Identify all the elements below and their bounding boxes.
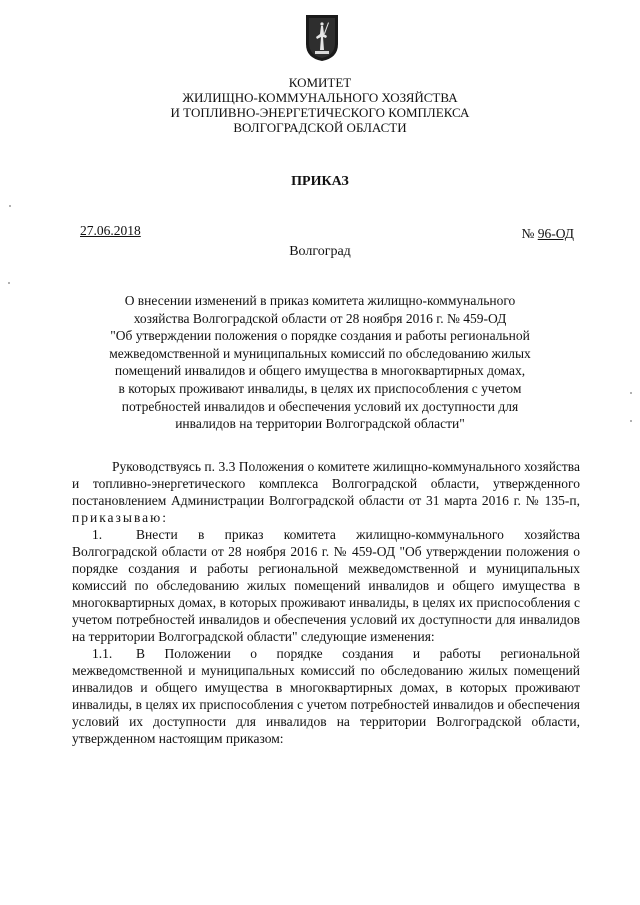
item-1-label: 1. <box>92 527 103 542</box>
order-date: 27.06.2018 <box>80 223 141 238</box>
header-line: КОМИТЕТ <box>288 75 352 90</box>
header-line: ВОЛГОГРАДСКОЙ ОБЛАСТИ <box>233 120 407 135</box>
item-1-text: Внести в приказ комитета жилищно-коммунального хозяйства Волгоградской области от 28 ноября 2016 г. № 459-ОД "Об утверждении положения о порядке создания и работы региональной межведомственной и муниципальных комиссий по обследованию жилых помещений инвалидов и общего имущества в многоквартирных домах, в которых проживают инвалиды, в целях их приспособления с учетом потребностей инвалидов и обеспечения условий их доступности для инвалидов на территории Волгоградской области" следующие изменения: <box>72 527 580 644</box>
subject-line: помещений инвалидов и общего имущества в многоквартирных домах, <box>114 363 526 379</box>
item-1-1-label: 1.1. <box>92 646 113 661</box>
item-1-1-text: В Положении о порядке создания и работы региональной межведомственной и муниципальных комиссий по обследованию жилых помещений инвалидов и общего имущества в многоквартирных домах, в которых проживают инвалиды, в целях их приспособления с учетом потребностей инвалидов и обеспечения условий их доступности для инвалидов на территории Волгоградской области, утвержденном настоящим приказом: <box>72 646 580 746</box>
preamble-command: приказываю: <box>72 510 168 525</box>
item-1-1 <box>72 645 580 747</box>
item-1 <box>72 526 580 645</box>
order-subject <box>70 292 570 433</box>
subject-line: "Об утверждении положения о порядке создания и работы региональной <box>110 328 530 344</box>
scan-speck <box>630 420 632 422</box>
subject-line: О внесении изменений в приказ комитета жилищно-коммунального <box>124 293 516 308</box>
scan-speck <box>630 392 632 394</box>
scan-speck <box>8 282 10 284</box>
scan-speck <box>9 205 11 207</box>
header-line: И ТОПЛИВНО-ЭНЕРГЕТИЧЕСКОГО КОМПЛЕКСА <box>170 105 470 120</box>
subject-line: хозяйства Волгоградской области от 28 ноября 2016 г. № 459-ОД <box>133 310 507 326</box>
subject-line: потребностей инвалидов и обеспечения условий их доступности для <box>121 398 519 414</box>
preamble-text: Руководствуясь п. 3.3 Положения о комитете жилищно-коммунального хозяйства и топливно-энергетического комплекса Волгоградской области, утвержденного постановлением Администрации Волгоградской области от 31 марта 2016 г. № 135-п, <box>72 459 580 508</box>
header-line: ЖИЛИЩНО-КОММУНАЛЬНОГО ХОЗЯЙСТВА <box>182 90 458 105</box>
order-body <box>72 458 580 747</box>
subject-line: межведомственной и муниципальных комиссий по обследованию жилых <box>109 345 531 361</box>
order-title: ПРИКАЗ <box>291 174 349 189</box>
committee-header <box>0 75 640 135</box>
order-number-value: 96-ОД <box>537 226 574 241</box>
city-name: Волгоград <box>289 244 351 259</box>
preamble-paragraph <box>72 458 580 526</box>
order-number <box>521 226 574 242</box>
order-number-prefix: № <box>521 226 538 241</box>
subject-line: инвалидов на территории Волгоградской области" <box>175 416 465 432</box>
coat-of-arms-emblem <box>305 14 339 62</box>
subject-line: в которых проживают инвалиды, в целях их приспособления с учетом <box>118 380 522 396</box>
